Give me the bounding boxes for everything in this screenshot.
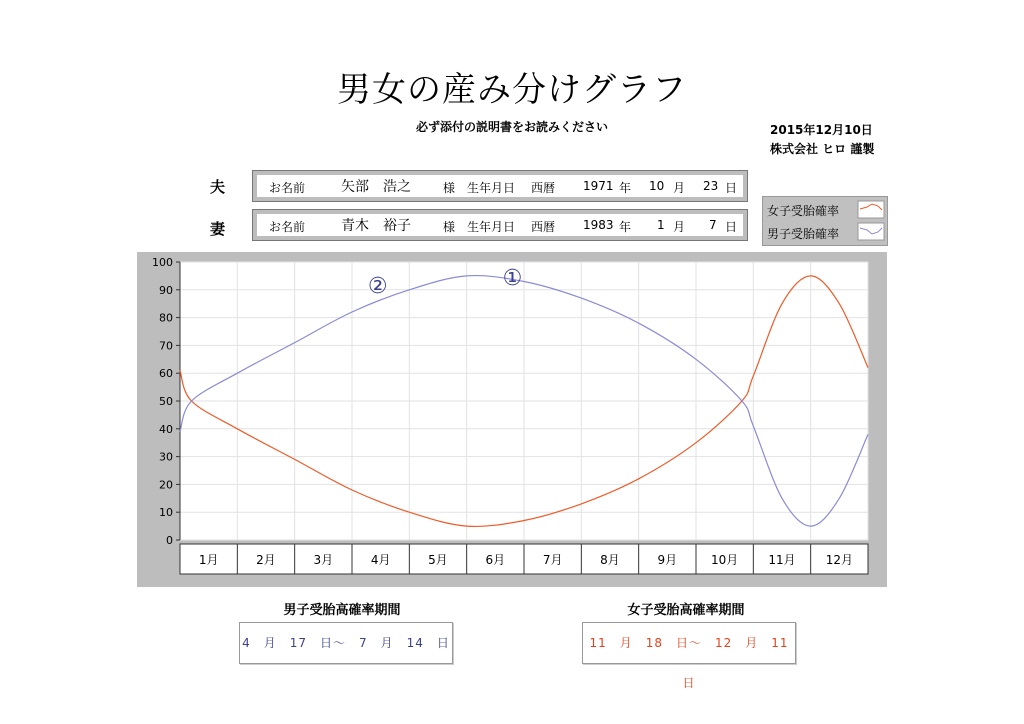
legend-label-male: 男子受胎確率 (767, 227, 840, 241)
x-tick-label: 5月 (428, 553, 448, 567)
x-tick-label: 8月 (600, 553, 620, 567)
birth-label: 生年月日 (467, 220, 516, 234)
husband-birth-day: 23 (703, 179, 719, 193)
y-tick-label: 40 (159, 422, 173, 436)
female-period-text: 11 月 18 日～ 12 月 11 日 (589, 636, 802, 690)
x-tick-label: 12月 (825, 553, 853, 567)
x-tick-label: 11月 (768, 553, 796, 567)
y-tick-label: 90 (159, 283, 173, 297)
issue-date: 2015年12月10日 (770, 123, 873, 137)
name-label: お名前 (269, 181, 306, 195)
era-label: 西暦 (531, 181, 556, 195)
y-tick-label: 60 (159, 367, 173, 381)
male-period-box (239, 622, 453, 664)
legend-item-female (767, 202, 839, 219)
legend-item-male (767, 225, 839, 242)
maker-name: 株式会社 ヒロ 謹製 (770, 142, 875, 156)
wife-name: 青木 裕子 (341, 218, 411, 234)
x-tick-label: 3月 (313, 553, 334, 567)
notice-text: 必ず添付の説明書をお読みください (415, 120, 608, 134)
y-tick-label: 100 (152, 256, 173, 269)
sama-label: 様 (443, 181, 456, 195)
y-tick-label: 20 (159, 478, 173, 492)
husband-row (252, 170, 748, 202)
wife-birth-day: 7 (709, 218, 717, 232)
sama-label: 様 (443, 220, 456, 234)
female-period-box (582, 622, 802, 690)
x-tick-label: 1月 (198, 553, 219, 567)
birth-label: 生年月日 (467, 181, 516, 195)
day-unit: 日 (725, 181, 738, 195)
year-unit: 年 (619, 181, 632, 195)
x-tick-label: 2月 (256, 553, 276, 567)
x-tick-label: 6月 (485, 553, 506, 567)
wife-birth-year: 1983 (583, 218, 614, 232)
husband-birth-month: 10 (649, 179, 665, 193)
conception-chart (137, 252, 887, 587)
y-tick-label: 70 (159, 339, 173, 353)
page-title: 男女の産み分けグラフ (337, 70, 687, 110)
y-tick-label: 50 (159, 395, 173, 408)
day-unit: 日 (725, 220, 738, 234)
wife-row (252, 209, 748, 241)
chart-legend (762, 196, 888, 246)
female-period-title: 女子受胎高確率期間 (627, 603, 745, 618)
x-tick-label: 9月 (657, 553, 678, 567)
era-label: 西暦 (531, 220, 556, 234)
y-tick-label: 80 (159, 311, 173, 325)
x-tick-label: 7月 (542, 553, 563, 567)
husband-name: 矢部 浩之 (341, 179, 411, 195)
wife-label: 妻 (210, 220, 226, 238)
year-unit: 年 (619, 220, 632, 234)
y-tick-label: 30 (159, 450, 173, 464)
male-period-title: 男子受胎高確率期間 (283, 603, 401, 618)
y-tick-label: 0 (166, 534, 173, 547)
wife-birth-month: 1 (657, 218, 665, 232)
legend-label-female: 女子受胎確率 (767, 204, 840, 218)
male-period-text: 4 月 17 日～ 7 月 14 日 (242, 636, 450, 650)
husband-label: 夫 (210, 178, 226, 196)
month-unit: 月 (673, 181, 686, 195)
marker-1: ① (502, 265, 523, 291)
month-unit: 月 (673, 220, 686, 234)
name-label: お名前 (269, 220, 306, 234)
legend-swatches (857, 197, 887, 245)
y-tick-label: 10 (159, 506, 173, 520)
husband-birth-year: 1971 (583, 179, 614, 193)
x-tick-label: 4月 (370, 553, 391, 567)
marker-2: ② (367, 274, 388, 300)
x-tick-label: 10月 (711, 553, 739, 567)
